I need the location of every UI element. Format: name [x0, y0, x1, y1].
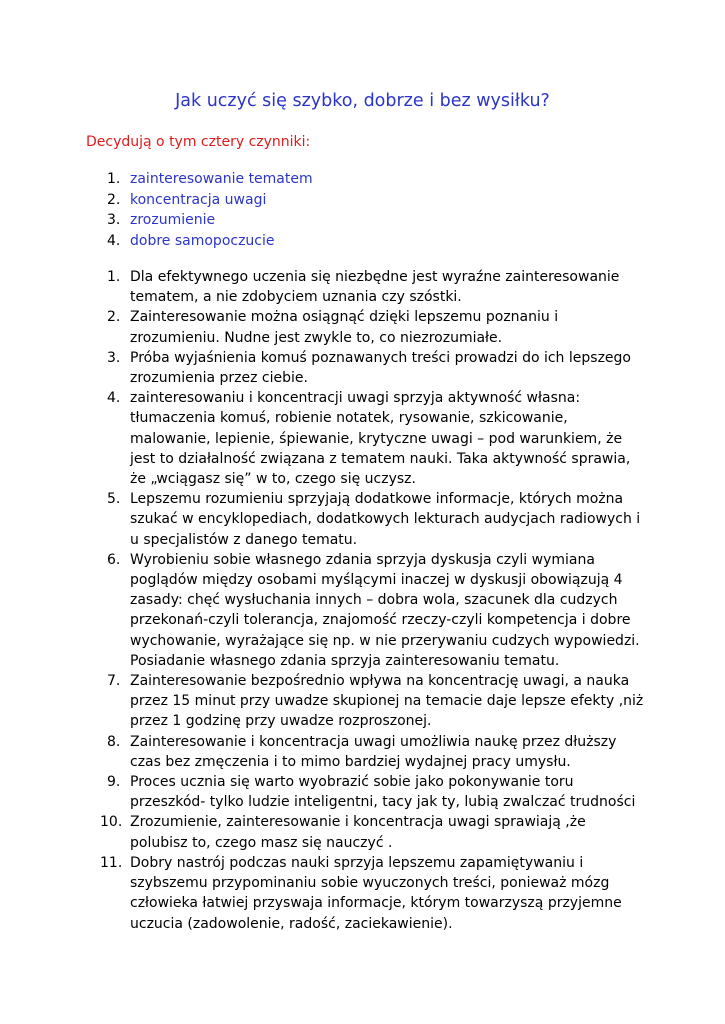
factors-list — [102, 169, 662, 251]
page-title: Jak uczyć się szybko, dobrze i bez wysiłku? — [175, 91, 550, 111]
list-item — [102, 388, 647, 489]
list-item-text: zainteresowanie tematem — [130, 171, 313, 187]
list-item — [102, 307, 647, 347]
list-item-text: zrozumienie — [130, 212, 216, 228]
list-item-text: Lepszemu rozumieniu sprzyjają dodatkowe informacje, których można szukać w encyklopediach, dodatkowych lekturach audycjach radiowych i u specjalistów z danego tematu. — [130, 491, 641, 548]
list-item — [102, 772, 647, 812]
list-number: 2. — [107, 309, 121, 326]
list-number: 1. — [107, 269, 121, 285]
list-number: 4. — [107, 232, 121, 249]
list-item — [102, 489, 647, 550]
list-item — [102, 231, 662, 252]
list-item — [102, 671, 647, 732]
list-number: 1. — [107, 171, 121, 187]
list-item — [102, 812, 647, 852]
intro-text: Decydują o tym cztery czynniki: — [86, 134, 311, 150]
list-item-text: Proces ucznia się warto wyobrazić sobie jako pokonywanie toru przeszkód- tylko ludzie inteligentni, tacy jak ty, lubią zwalczać trudności — [130, 774, 636, 811]
list-item — [102, 550, 647, 671]
list-item-text: koncentracja uwagi — [130, 191, 267, 208]
list-number: 6. — [107, 551, 121, 568]
list-item — [102, 169, 662, 190]
list-number: 5. — [107, 491, 121, 508]
list-item — [102, 267, 647, 307]
list-item — [102, 732, 647, 772]
list-number: 4. — [107, 390, 121, 407]
list-item-text: Dobry nastrój podczas nauki sprzyja lepszemu zapamiętywaniu i szybszemu przypominaniu sobie wyuczonych treści, ponieważ mózg człowieka łatwiej przyswaja informacje, którym towarzyszą przyjemne uczucia (zadowolenie, radość, zaciekawienie). — [130, 854, 622, 932]
list-item — [102, 348, 647, 388]
list-item-text: Zrozumienie, zainteresowanie i koncentracja uwagi sprawiają ,że polubisz to, czego masz się nauczyć . — [130, 814, 586, 851]
list-number: 7. — [107, 673, 121, 690]
list-item-text: dobre samopoczucie — [130, 232, 275, 249]
list-number: 3. — [107, 212, 121, 228]
list-item-text: Próba wyjaśnienia komuś poznawanych treści prowadzi do ich lepszego zrozumienia przez ciebie. — [130, 349, 631, 387]
list-item-text: Zainteresowanie i koncentracja uwagi umożliwia naukę przez dłuższy czas bez zmęczenia i to mimo bardziej wydajnej pracy umysłu. — [130, 733, 617, 770]
list-number: 11. — [100, 854, 123, 871]
list-number: 9. — [107, 774, 121, 791]
list-item-text: zainteresowaniu i koncentracji uwagi sprzyja aktywność własna: tłumaczenia komuś, robienie notatek, rysowanie, szkicowanie, malowanie, lepienie, śpiewanie, krytyczne uwagi – pod warunkiem, że jest to działalność związana z tematem nauki. Taka aktywność sprawia, że „wciągasz się” w to, czego się uczysz. — [130, 390, 631, 488]
points-list — [102, 267, 647, 934]
list-item-text: Wyrobieniu sobie własnego zdania sprzyja dyskusja czyli wymiana poglądów między osobami myślącymi inaczej w dyskusji obowiązują 4 zasady: chęć wysłuchania innych – dobra wola, szacunek dla cudzych przekonań-czyli tolerancja, znajomość rzeczy-czyli kompetencja i dobre wychowanie, wyrażające się np. w nie przerywaniu cudzych wypowiedzi. Posiadanie własnego zdania sprzyja zainteresowaniu tematu. — [130, 551, 640, 669]
list-item-text: Zainteresowanie bezpośrednio wpływa na koncentrację uwagi, a nauka przez 15 minut przy uwadze skupionej na temacie daje lepsze efekty ,niż przez 1 godzinę przy uwadze rozproszonej. — [130, 673, 644, 730]
list-number: 8. — [107, 733, 121, 750]
list-item-text: Zainteresowanie można osiągnąć dzięki lepszemu poznaniu i zrozumieniu. Nudne jest zwykle to, co niezrozumiałe. — [130, 309, 559, 346]
list-number: 2. — [107, 191, 121, 208]
list-number: 3. — [107, 349, 121, 366]
list-number: 10. — [100, 814, 123, 831]
list-item — [102, 853, 647, 934]
list-item — [102, 190, 662, 211]
list-item-text: Dla efektywnego uczenia się niezbędne jest wyraźne zainteresowanie tematem, a nie zdobyciem uznania czy szóstki. — [130, 269, 620, 306]
list-item — [102, 210, 662, 231]
